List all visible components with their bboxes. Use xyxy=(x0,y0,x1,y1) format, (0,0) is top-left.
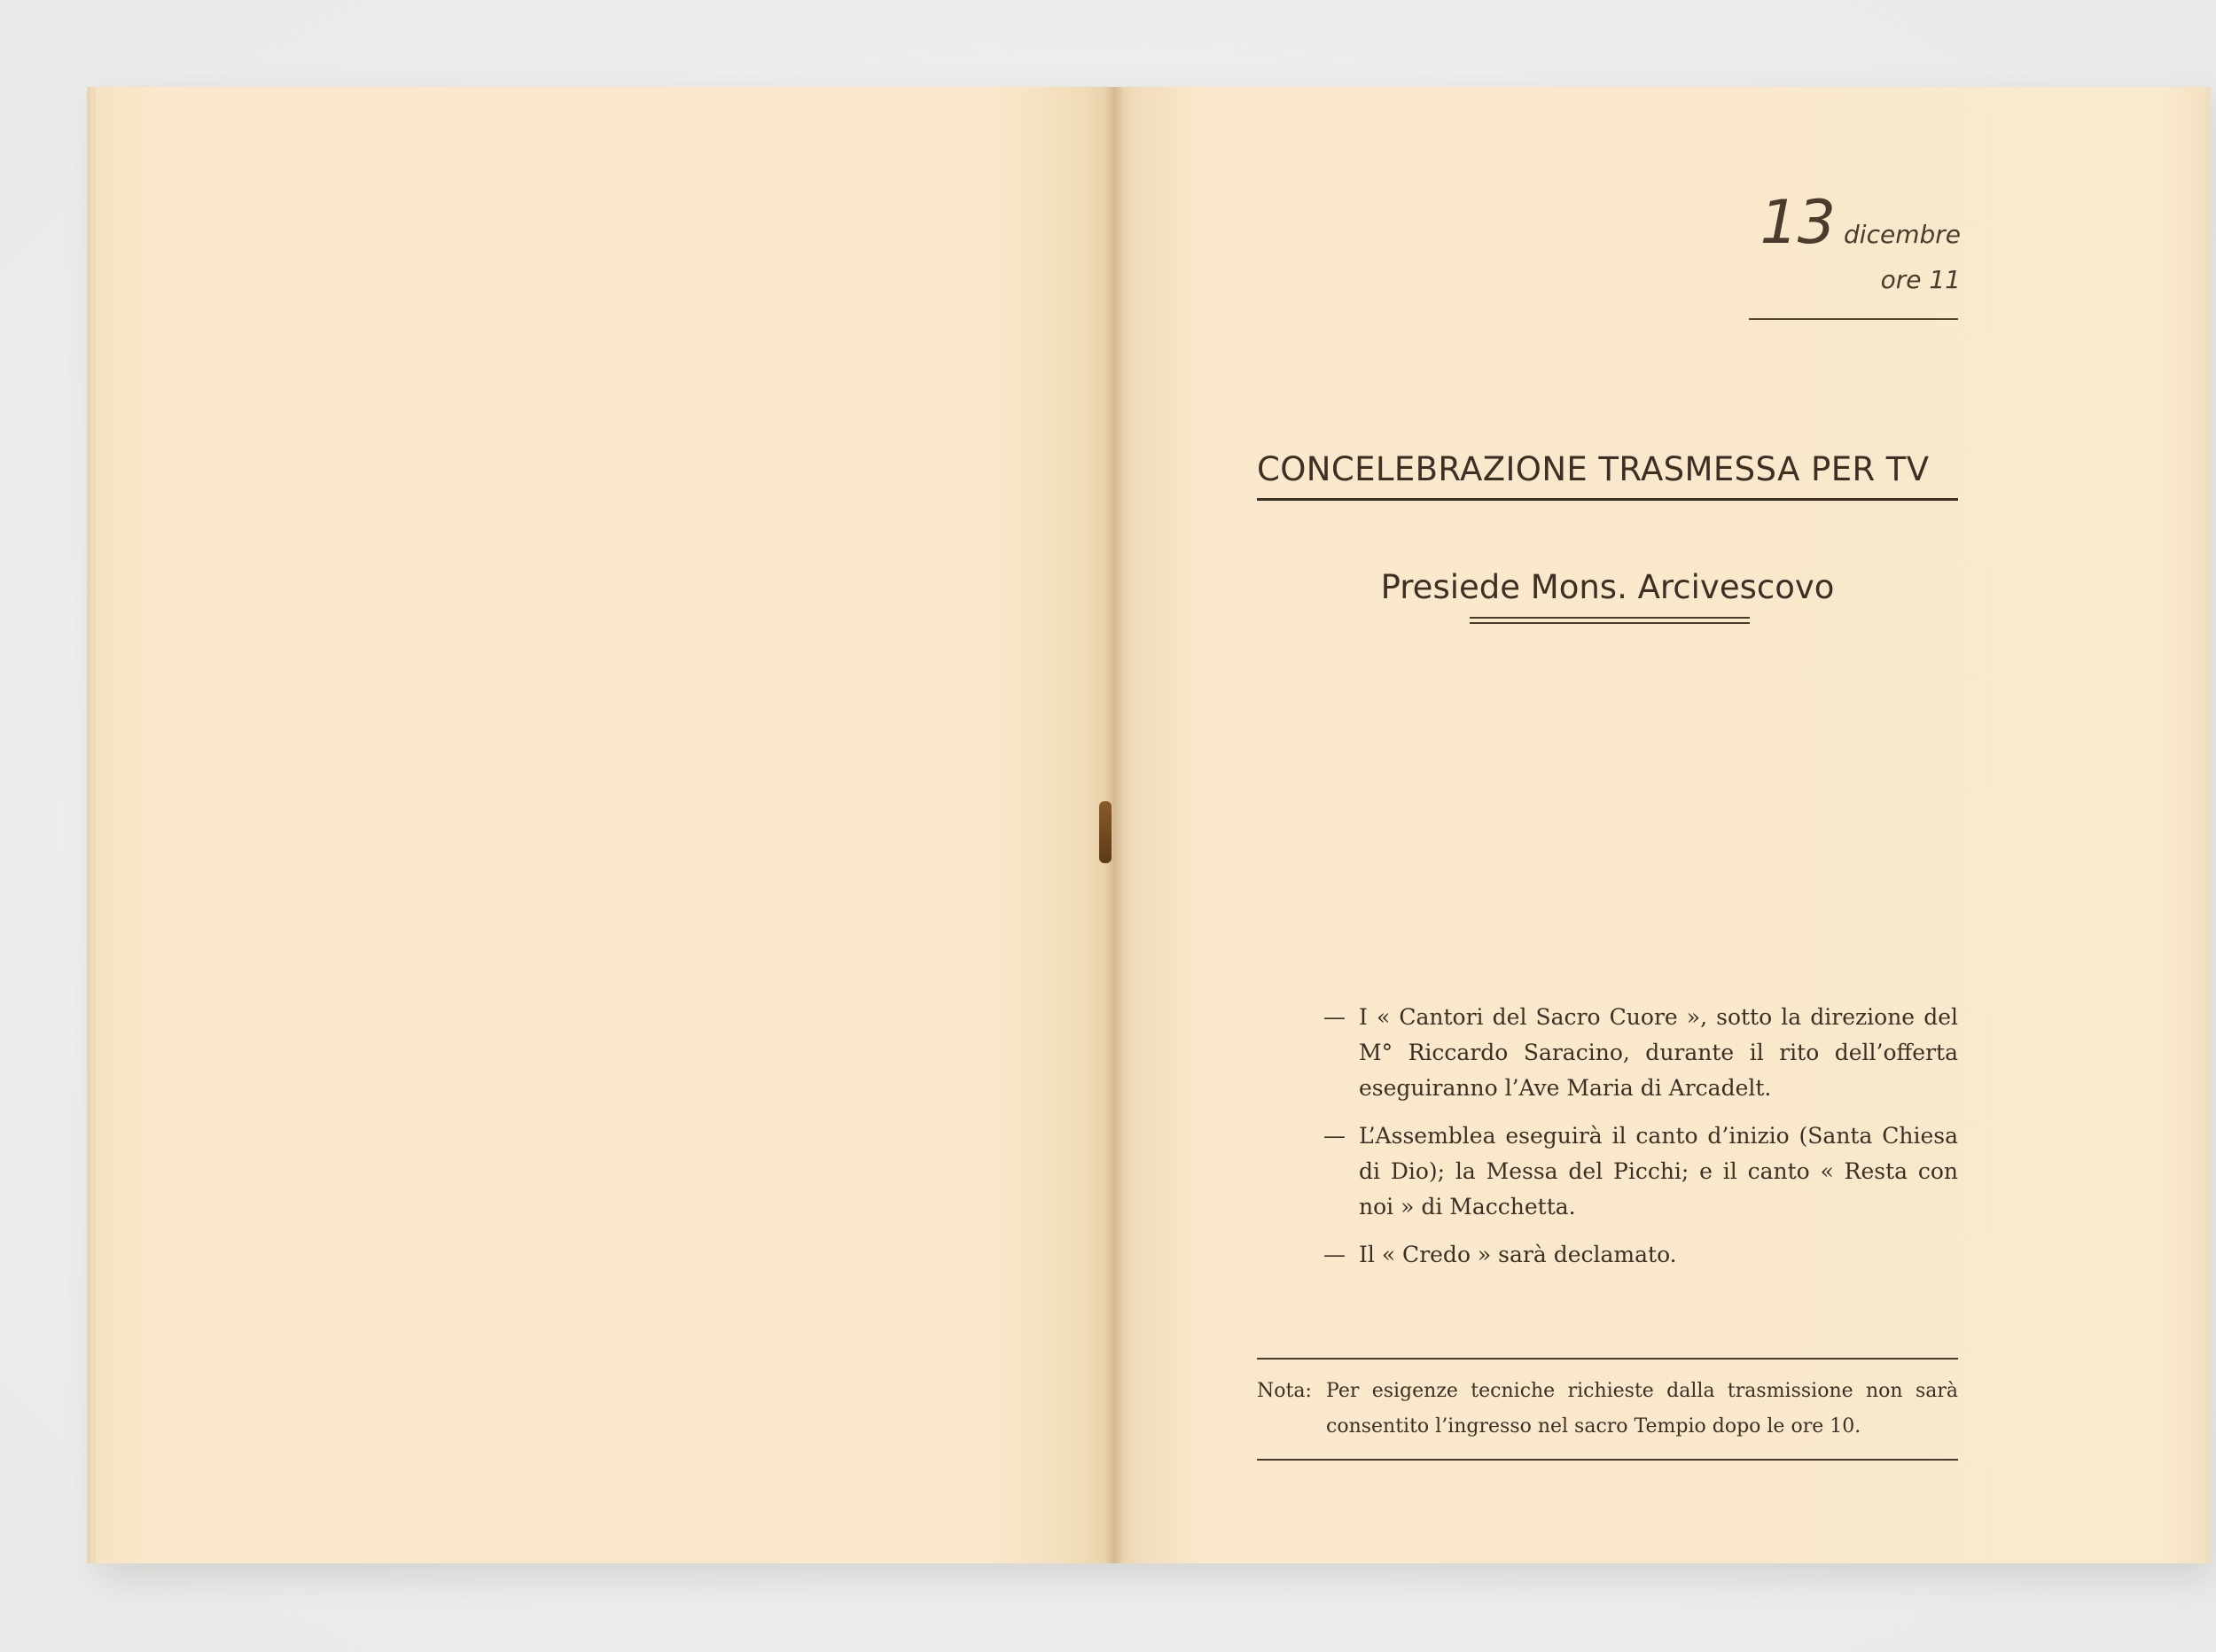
note-text: I « Cantori del Sacro Cuore », sotto la direzione del M° Riccardo Saracino, durante il rito dell’offerta eseguiranno l’Ave Maria di Arcadelt. xyxy=(1359,1004,1958,1101)
date-time: ore 11 xyxy=(1880,265,1961,294)
date-day: 13 xyxy=(1760,188,1836,258)
dash-marker: — xyxy=(1323,1242,1346,1267)
date-block xyxy=(1760,188,1962,294)
subtitle: Presiede Mons. Arcivescovo xyxy=(1380,568,1835,606)
page-title: CONCELEBRAZIONE TRASMESSA PER TV xyxy=(1257,450,1930,488)
note-text: L’Assemblea eseguirà il canto d’inizio (Santa Chiesa di Dio); la Messa del Picchi; e il canto « Resta con noi » di Macchetta. xyxy=(1359,1123,1958,1220)
notes-list xyxy=(1323,1000,1958,1285)
dash-marker: — xyxy=(1323,1004,1346,1030)
footnote-top-rule xyxy=(1257,1358,1958,1360)
right-page xyxy=(1113,87,2205,1563)
footnote-label: Nota: xyxy=(1257,1380,1312,1402)
subtitle-underline-2 xyxy=(1470,622,1750,624)
left-page xyxy=(96,87,1113,1563)
date-divider xyxy=(1749,318,1958,320)
subtitle-underline-1 xyxy=(1470,617,1750,619)
list-item xyxy=(1323,1118,1958,1225)
staple xyxy=(1099,801,1112,863)
list-item xyxy=(1323,1000,1958,1106)
footnote-text: Per esigenze tecniche richieste dalla trasmissione non sarà consentito l’ingresso nel sacro Tempio dopo le ore 10. xyxy=(1326,1380,1958,1438)
note-text: Il « Credo » sarà declamato. xyxy=(1359,1242,1677,1267)
footnote-bottom-rule xyxy=(1257,1459,1958,1461)
list-item xyxy=(1323,1237,1958,1273)
title-underline xyxy=(1257,498,1958,501)
footnote xyxy=(1257,1374,1958,1445)
date-month: dicembre xyxy=(1844,220,1961,249)
dash-marker: — xyxy=(1323,1123,1346,1149)
